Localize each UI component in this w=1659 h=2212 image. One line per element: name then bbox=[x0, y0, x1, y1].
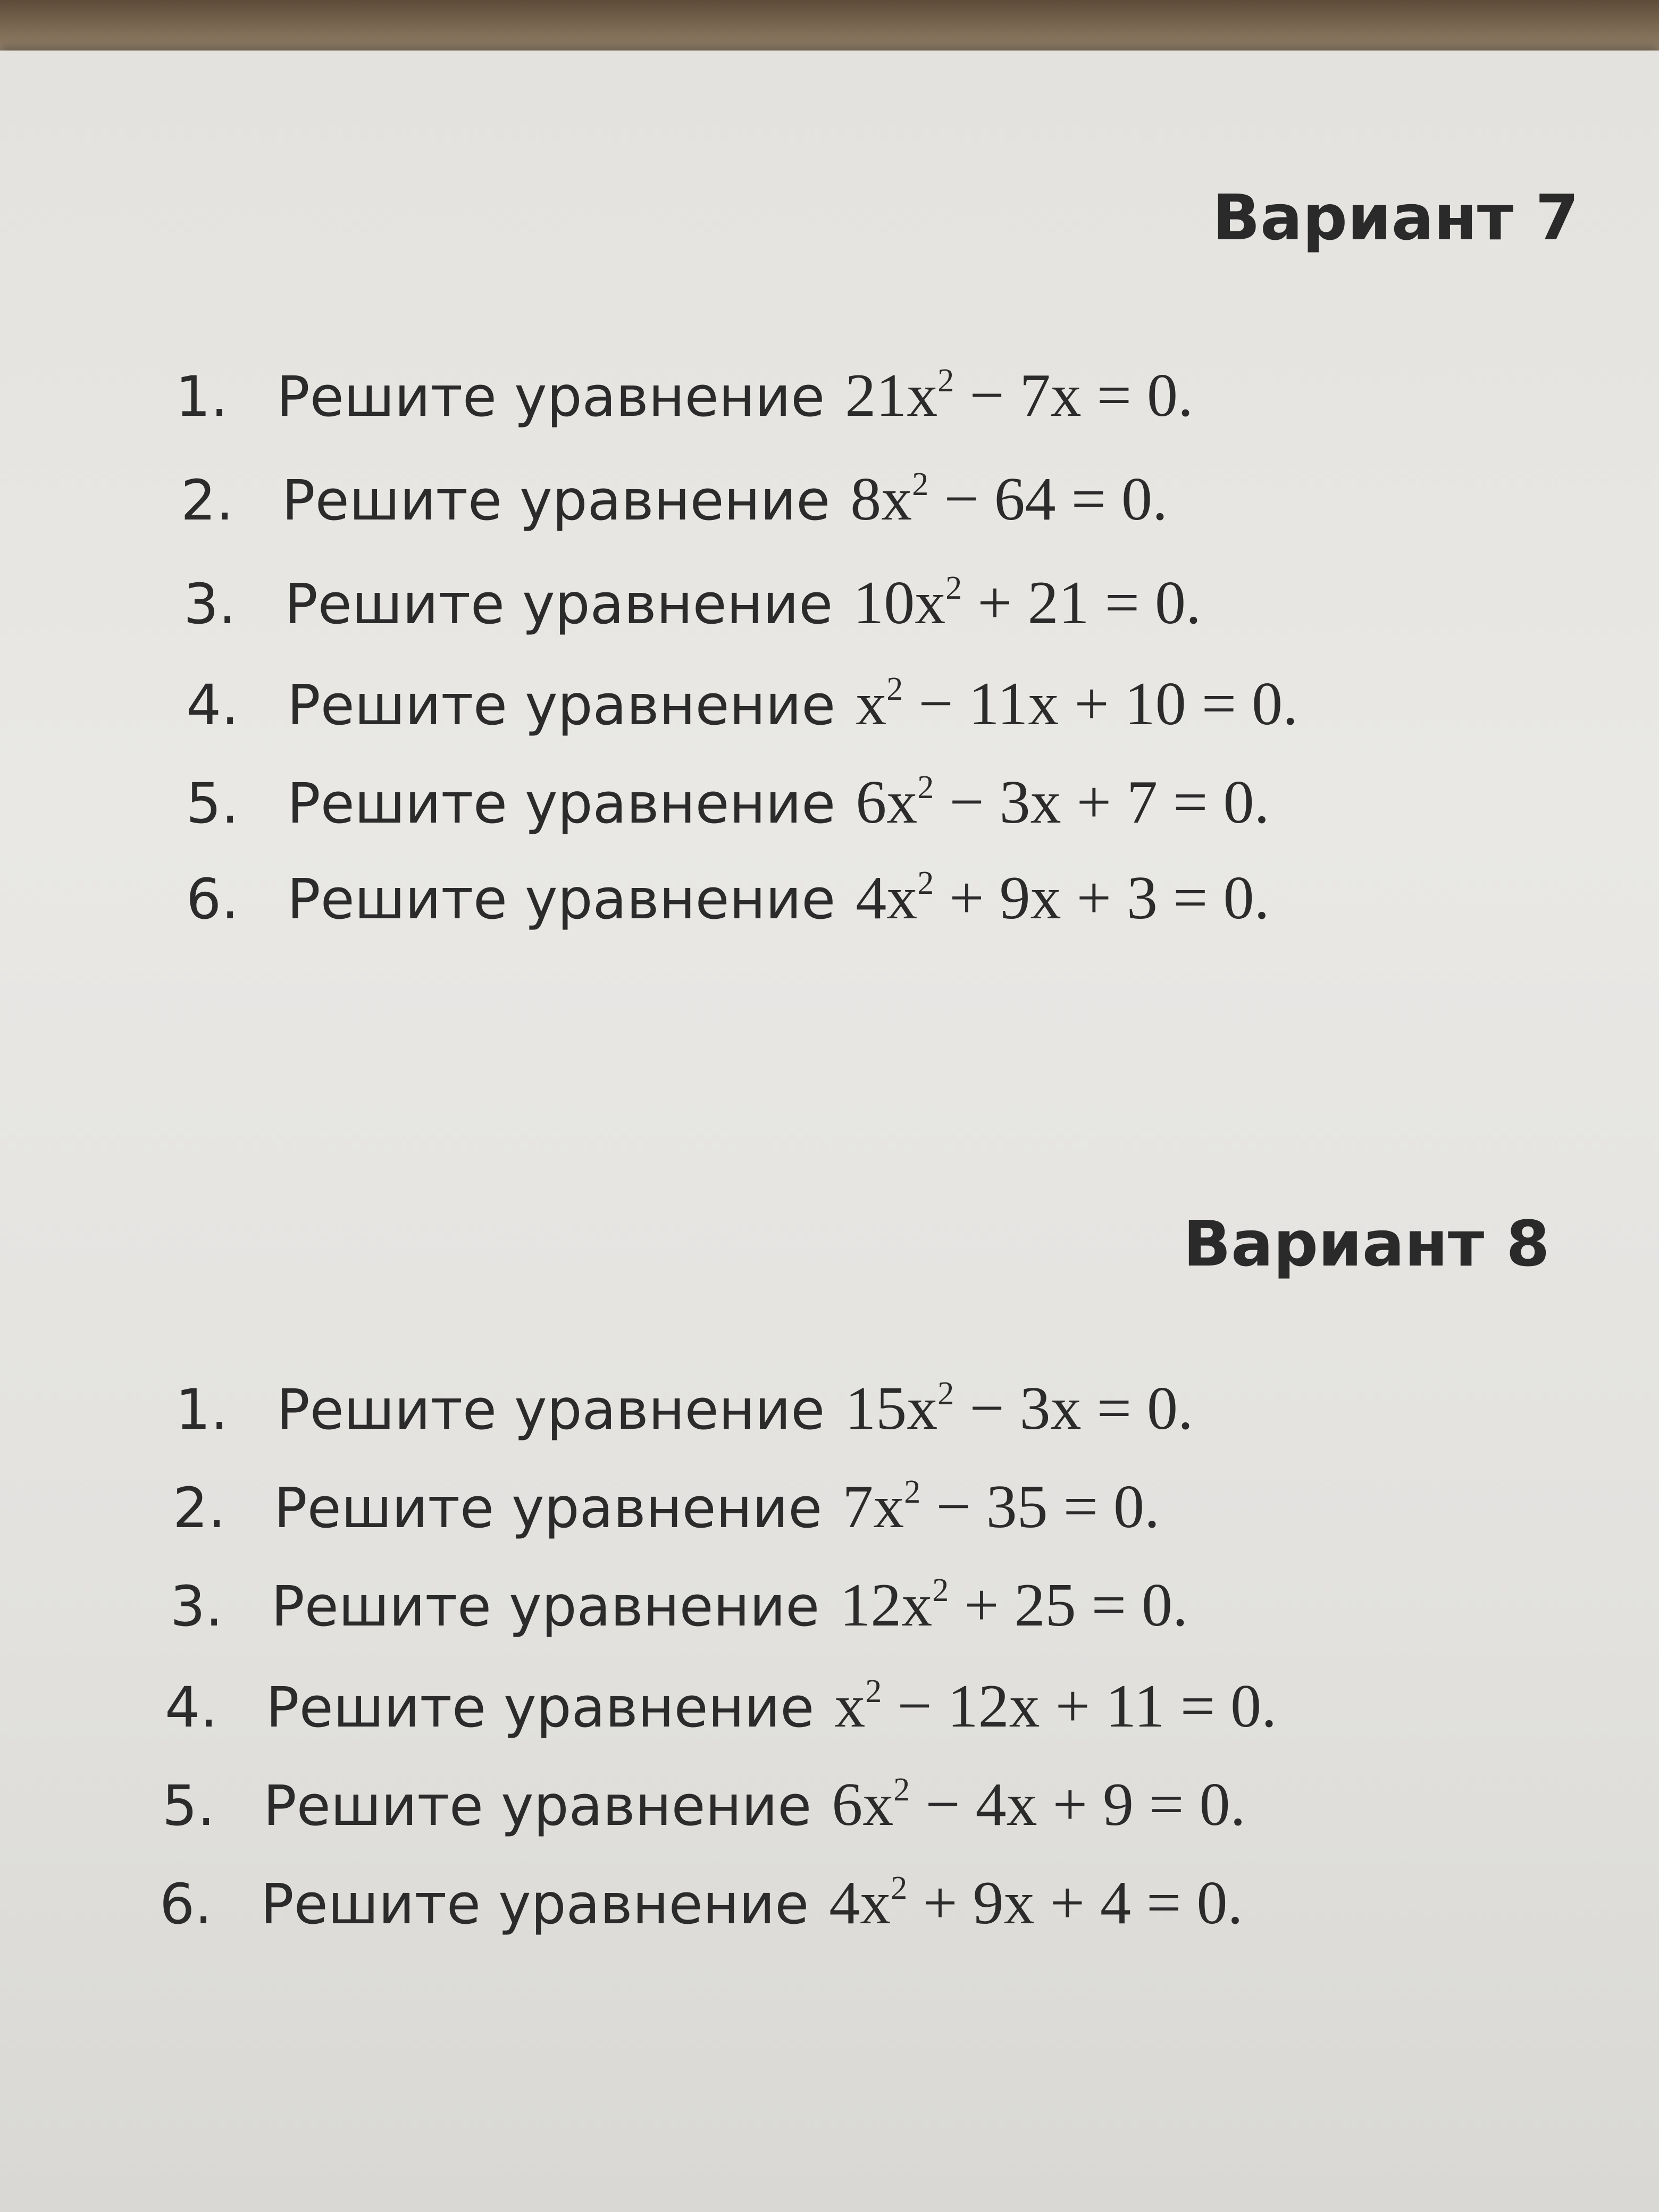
task-number: 1. bbox=[175, 364, 229, 429]
task-text: Решите уравнение bbox=[263, 1773, 812, 1838]
task-number: 3. bbox=[170, 1574, 223, 1639]
variant-7-task-2 bbox=[181, 465, 1168, 533]
task-number: 5. bbox=[186, 771, 239, 836]
task-equation: $6x^2 - 4x + 9 = 0$. bbox=[832, 1771, 1246, 1839]
task-number: 2. bbox=[181, 468, 234, 533]
variant-7-task-4 bbox=[186, 670, 1298, 738]
variant-8-task-4 bbox=[165, 1672, 1277, 1740]
task-number: 4. bbox=[186, 673, 239, 738]
task-text: Решите уравнение bbox=[276, 1377, 825, 1442]
task-number: 1. bbox=[175, 1377, 229, 1442]
task-text: Решите уравнение bbox=[282, 468, 831, 533]
variant-8-task-5 bbox=[162, 1771, 1246, 1839]
task-number: 6. bbox=[186, 867, 239, 932]
task-number: 3. bbox=[183, 572, 237, 636]
task-equation: $x^2 - 12x + 11 = 0$. bbox=[834, 1672, 1277, 1740]
task-equation: $4x^2 + 9x + 4 = 0$. bbox=[829, 1869, 1243, 1937]
task-text: Решите уравнение bbox=[261, 1872, 809, 1937]
task-text: Решите уравнение bbox=[287, 771, 836, 836]
task-equation: $21x^2 - 7x = 0$. bbox=[845, 362, 1194, 430]
task-equation: $7x^2 - 35 = 0$. bbox=[842, 1473, 1160, 1541]
worksheet-paper bbox=[0, 51, 1659, 2212]
task-number: 4. bbox=[165, 1675, 218, 1740]
variant-7-task-3 bbox=[183, 569, 1202, 637]
task-equation: $15x^2 - 3x = 0$. bbox=[845, 1375, 1194, 1443]
variant-7-task-6 bbox=[186, 864, 1270, 932]
variant-7-title: Вариант 7 bbox=[1212, 181, 1579, 254]
task-equation: $4x^2 + 9x + 3 = 0$. bbox=[856, 864, 1270, 932]
variant-8-task-1 bbox=[175, 1375, 1194, 1443]
variant-8-title: Вариант 8 bbox=[1183, 1207, 1550, 1280]
variant-8-task-6 bbox=[160, 1869, 1243, 1937]
task-number: 6. bbox=[160, 1872, 213, 1937]
task-equation: $8x^2 - 64 = 0$. bbox=[850, 465, 1168, 533]
variant-8-task-2 bbox=[173, 1473, 1160, 1541]
task-text: Решите уравнение bbox=[274, 1476, 823, 1540]
task-number: 5. bbox=[162, 1773, 215, 1838]
task-text: Решите уравнение bbox=[284, 572, 833, 636]
task-equation: $x^2 - 11x + 10 = 0$. bbox=[856, 670, 1298, 738]
task-equation: $10x^2 + 21 = 0$. bbox=[853, 569, 1202, 637]
task-equation: $12x^2 + 25 = 0$. bbox=[840, 1571, 1188, 1639]
task-text: Решите уравнение bbox=[271, 1574, 820, 1639]
task-number: 2. bbox=[173, 1476, 226, 1540]
task-text: Решите уравнение bbox=[287, 673, 836, 738]
task-text: Решите уравнение bbox=[276, 364, 825, 429]
task-text: Решите уравнение bbox=[287, 867, 836, 932]
variant-7-task-1 bbox=[175, 362, 1194, 430]
task-text: Решите уравнение bbox=[266, 1675, 815, 1740]
variant-7-task-5 bbox=[186, 768, 1270, 836]
task-equation: $6x^2 - 3x + 7 = 0$. bbox=[856, 768, 1270, 836]
variant-8-task-3 bbox=[170, 1571, 1188, 1639]
